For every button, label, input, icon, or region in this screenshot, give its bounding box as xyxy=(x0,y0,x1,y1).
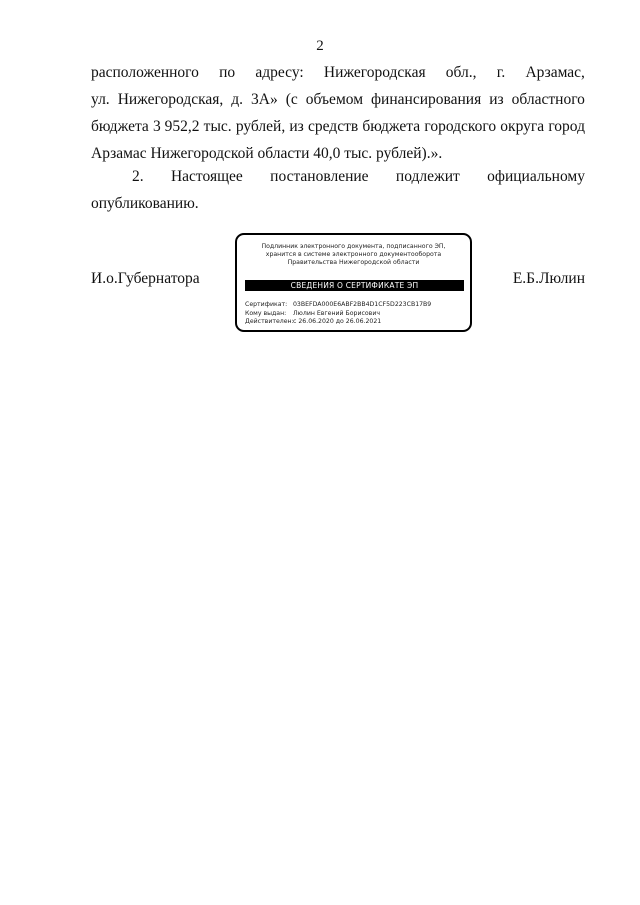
word: средств xyxy=(308,118,359,135)
validity-value: с 26.06.2020 до 26.06.2021 xyxy=(293,318,382,325)
certificate-value: 03BEFDA000E6ABF2BB4D1CF5D223CB17B9 xyxy=(293,301,432,308)
paragraph-1-line-2 xyxy=(91,86,585,113)
word: официальному xyxy=(487,168,585,185)
signatory-name: Е.Б.Люлин xyxy=(512,270,585,287)
certificate-details xyxy=(245,301,465,327)
paragraph-2-line-1 xyxy=(91,163,585,190)
word: г. xyxy=(496,64,506,81)
page-number: 2 xyxy=(316,38,324,54)
issued-to-row xyxy=(245,310,465,319)
word: расположенного xyxy=(91,64,199,81)
paragraph-2-line-2 xyxy=(91,190,585,217)
line-text: опубликованию. xyxy=(91,195,199,212)
word: Нижегородская, xyxy=(117,91,224,108)
certificate-row xyxy=(245,301,465,310)
word: Нижегородская xyxy=(323,64,426,81)
line-text: Арзамас Нижегородской области 40,0 тыс. рублей).». xyxy=(91,145,443,162)
validity-label: Действителен: xyxy=(245,318,294,325)
word: рублей, xyxy=(235,118,286,135)
word: Арзамас, xyxy=(525,64,585,81)
word: городского xyxy=(424,118,497,135)
word: округа xyxy=(500,118,545,135)
word: по xyxy=(219,64,236,81)
word: постановление xyxy=(270,168,369,185)
word: ул. xyxy=(91,91,110,108)
word: 3А» xyxy=(251,91,278,108)
stamp-notice-line: хранится в системе электронного документооборота xyxy=(265,251,442,258)
word: бюджета xyxy=(91,118,149,135)
paragraph-1-line-3 xyxy=(91,113,585,140)
word: 3 952,2 xyxy=(152,118,200,135)
electronic-signature-stamp xyxy=(235,233,472,332)
stamp-notice-line: Правительства Нижегородской области xyxy=(287,259,420,266)
stamp-banner: СВЕДЕНИЯ О СЕРТИФИКАТЕ ЭП xyxy=(245,280,464,291)
word: финансирования xyxy=(371,91,482,108)
stamp-notice xyxy=(237,243,470,267)
validity-row xyxy=(245,318,465,327)
word: город xyxy=(548,118,585,135)
word: Настоящее xyxy=(170,168,243,185)
word: из xyxy=(489,91,504,108)
signatory-position: И.о.Губернатора xyxy=(91,270,200,287)
word: адресу: xyxy=(255,64,304,81)
word: объемом xyxy=(305,91,364,108)
paragraph-1-line-1 xyxy=(91,59,585,86)
paragraph-1 xyxy=(91,59,585,167)
word: из xyxy=(289,118,304,135)
word: подлежит xyxy=(395,168,460,185)
word: тыс. xyxy=(203,118,232,135)
issued-to-value: Люлин Евгений Борисович xyxy=(293,309,381,317)
paragraph-2 xyxy=(91,163,585,217)
word: д. xyxy=(231,91,244,108)
word: обл., xyxy=(445,64,477,81)
stamp-notice-line: Подлинник электронного документа, подписанного ЭП, xyxy=(261,243,446,250)
issued-to-label: Кому выдан: xyxy=(245,309,287,317)
word: областного xyxy=(511,91,585,108)
word: (с xyxy=(285,91,298,108)
certificate-label: Сертификат: xyxy=(245,301,288,308)
word: бюджета xyxy=(362,118,421,135)
word: 2. xyxy=(132,168,144,185)
